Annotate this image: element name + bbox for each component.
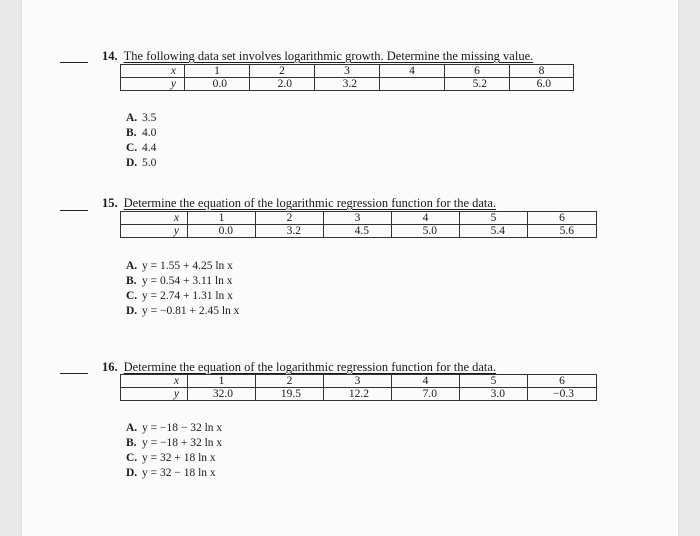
choice-d[interactable]: D. y = −0.81 + 2.45 ln x bbox=[126, 305, 240, 317]
y-value: 2.0 bbox=[250, 78, 315, 91]
answer-choices bbox=[126, 421, 222, 481]
y-label: y bbox=[121, 225, 188, 238]
y-value: 5.4 bbox=[460, 225, 528, 238]
answer-choices bbox=[126, 111, 156, 171]
y-value: 5.6 bbox=[528, 225, 597, 238]
x-value: 1 bbox=[185, 65, 250, 78]
x-value: 2 bbox=[256, 212, 324, 225]
question-line bbox=[102, 49, 533, 64]
x-value: 1 bbox=[188, 375, 256, 388]
y-label: y bbox=[121, 78, 185, 91]
choice-c[interactable]: C. y = 32 + 18 ln x bbox=[126, 452, 216, 464]
x-value: 5 bbox=[460, 212, 528, 225]
y-value: 5.0 bbox=[392, 225, 460, 238]
y-value: 0.0 bbox=[188, 225, 256, 238]
x-value: 5 bbox=[460, 375, 528, 388]
y-value-missing bbox=[380, 78, 445, 91]
y-value: 3.2 bbox=[315, 78, 380, 91]
y-value: 19.5 bbox=[256, 388, 324, 401]
choice-b[interactable]: B. y = 0.54 + 3.11 ln x bbox=[126, 275, 233, 287]
y-row bbox=[121, 78, 574, 91]
answer-blank[interactable] bbox=[60, 62, 88, 63]
x-value: 2 bbox=[250, 65, 315, 78]
answer-blank[interactable] bbox=[60, 373, 88, 374]
data-table bbox=[120, 211, 597, 238]
x-row bbox=[121, 375, 597, 388]
data-table bbox=[120, 64, 574, 91]
choice-c[interactable]: C. 4.4 bbox=[126, 142, 157, 154]
y-value: 3.0 bbox=[460, 388, 528, 401]
answer-blank[interactable] bbox=[60, 210, 88, 211]
y-value: 12.2 bbox=[324, 388, 392, 401]
y-row bbox=[121, 388, 597, 401]
choice-a[interactable]: A. 3.5 bbox=[126, 112, 157, 124]
question-text: The following data set involves logarithmic growth. Determine the missing value. bbox=[123, 49, 534, 63]
x-value: 3 bbox=[315, 65, 380, 78]
x-row bbox=[121, 65, 574, 78]
y-value: 32.0 bbox=[188, 388, 256, 401]
question-line bbox=[102, 196, 496, 211]
question-line bbox=[102, 360, 496, 375]
choice-c[interactable]: C. y = 2.74 + 1.31 ln x bbox=[126, 290, 233, 302]
y-value: 4.5 bbox=[324, 225, 392, 238]
y-row bbox=[121, 225, 597, 238]
choice-b[interactable]: B. 4.0 bbox=[126, 127, 157, 139]
x-value: 3 bbox=[324, 375, 392, 388]
y-label: y bbox=[121, 388, 188, 401]
x-value: 4 bbox=[392, 212, 460, 225]
x-value: 2 bbox=[256, 375, 324, 388]
x-value: 6 bbox=[528, 212, 597, 225]
x-label: x bbox=[121, 65, 185, 78]
y-value: 5.2 bbox=[445, 78, 510, 91]
x-label: x bbox=[121, 212, 188, 225]
question-text: Determine the equation of the logarithmic regression function for the data. bbox=[123, 360, 497, 374]
question-number: 14. bbox=[102, 49, 118, 63]
choice-a[interactable]: A. y = 1.55 + 4.25 ln x bbox=[126, 260, 233, 272]
question-text: Determine the equation of the logarithmic regression function for the data. bbox=[123, 196, 497, 210]
answer-choices bbox=[126, 259, 239, 319]
question-number: 15. bbox=[102, 196, 118, 210]
y-value: −0.3 bbox=[528, 388, 597, 401]
question-number: 16. bbox=[102, 360, 118, 374]
y-value: 6.0 bbox=[510, 78, 574, 91]
choice-b[interactable]: B. y = −18 + 32 ln x bbox=[126, 437, 223, 449]
choice-a[interactable]: A. y = −18 − 32 ln x bbox=[126, 422, 223, 434]
x-label: x bbox=[121, 375, 188, 388]
x-value: 4 bbox=[392, 375, 460, 388]
x-value: 6 bbox=[445, 65, 510, 78]
choice-d[interactable]: D. 5.0 bbox=[126, 157, 157, 169]
x-value: 3 bbox=[324, 212, 392, 225]
x-value: 8 bbox=[510, 65, 574, 78]
x-value: 4 bbox=[380, 65, 445, 78]
y-value: 0.0 bbox=[185, 78, 250, 91]
worksheet-page bbox=[22, 0, 678, 536]
data-table bbox=[120, 374, 597, 401]
y-value: 3.2 bbox=[256, 225, 324, 238]
x-value: 1 bbox=[188, 212, 256, 225]
x-row bbox=[121, 212, 597, 225]
choice-d[interactable]: D. y = 32 − 18 ln x bbox=[126, 467, 216, 479]
x-value: 6 bbox=[528, 375, 597, 388]
y-value: 7.0 bbox=[392, 388, 460, 401]
